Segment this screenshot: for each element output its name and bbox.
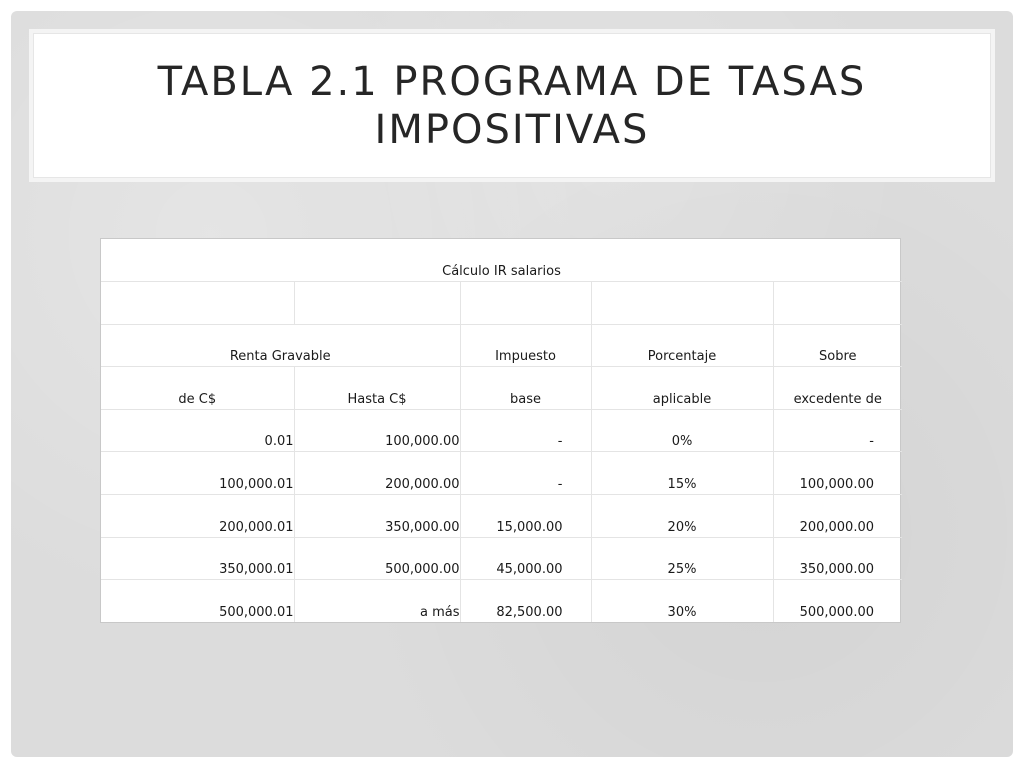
- table-row: [101, 495, 902, 538]
- header-sobre: Sobre: [773, 324, 902, 367]
- cell-exc: -: [773, 409, 902, 452]
- caption-row: [101, 239, 902, 282]
- cell-exc: 200,000.00: [773, 495, 902, 538]
- header-row-1: [101, 324, 902, 367]
- cell-exc: 100,000.00: [773, 452, 902, 495]
- table-row: [101, 580, 902, 623]
- cell-exc: 350,000.00: [773, 537, 902, 580]
- slide-title: TABLA 2.1 PROGRAMA DE TASAS IMPOSITIVAS: [157, 58, 867, 153]
- header-row-2: [101, 367, 902, 410]
- table-row: [101, 537, 902, 580]
- tax-rate-table: [100, 238, 901, 623]
- empty-cell: [591, 282, 773, 325]
- cell-de: 200,000.01: [101, 495, 294, 538]
- empty-cell: [460, 282, 591, 325]
- cell-pct: 30%: [591, 580, 773, 623]
- cell-hasta: 350,000.00: [294, 495, 460, 538]
- table-row: [101, 409, 902, 452]
- header-porcentaje: Porcentaje: [591, 324, 773, 367]
- cell-hasta: 100,000.00: [294, 409, 460, 452]
- cell-base: 15,000.00: [460, 495, 591, 538]
- cell-de: 100,000.01: [101, 452, 294, 495]
- empty-cell: [773, 282, 902, 325]
- cell-pct: 25%: [591, 537, 773, 580]
- cell-hasta: 200,000.00: [294, 452, 460, 495]
- header-base: base: [460, 367, 591, 410]
- table-caption: Cálculo IR salarios: [101, 239, 902, 282]
- cell-pct: 0%: [591, 409, 773, 452]
- cell-de: 350,000.01: [101, 537, 294, 580]
- header-de: de C$: [101, 367, 294, 410]
- slide: [11, 11, 1013, 757]
- empty-cell: [294, 282, 460, 325]
- cell-base: 45,000.00: [460, 537, 591, 580]
- empty-cell: [101, 282, 294, 325]
- cell-base: 82,500.00: [460, 580, 591, 623]
- header-impuesto: Impuesto: [460, 324, 591, 367]
- cell-pct: 20%: [591, 495, 773, 538]
- cell-hasta: 500,000.00: [294, 537, 460, 580]
- cell-base: -: [460, 452, 591, 495]
- cell-exc: 500,000.00: [799, 605, 874, 621]
- tax-table: [101, 239, 902, 622]
- header-aplicable: aplicable: [591, 367, 773, 410]
- cell-hasta: a más: [294, 580, 460, 623]
- title-box: [33, 33, 991, 178]
- header-hasta: Hasta C$: [294, 367, 460, 410]
- cell-pct: 15%: [591, 452, 773, 495]
- cell-de: 500,000.01: [101, 580, 294, 623]
- table-row: [101, 452, 902, 495]
- header-renta-gravable: Renta Gravable: [101, 324, 460, 367]
- cell-base: -: [460, 409, 591, 452]
- header-excedente: excedente de: [773, 367, 902, 410]
- empty-row: [101, 282, 902, 325]
- cell-de: 0.01: [101, 409, 294, 452]
